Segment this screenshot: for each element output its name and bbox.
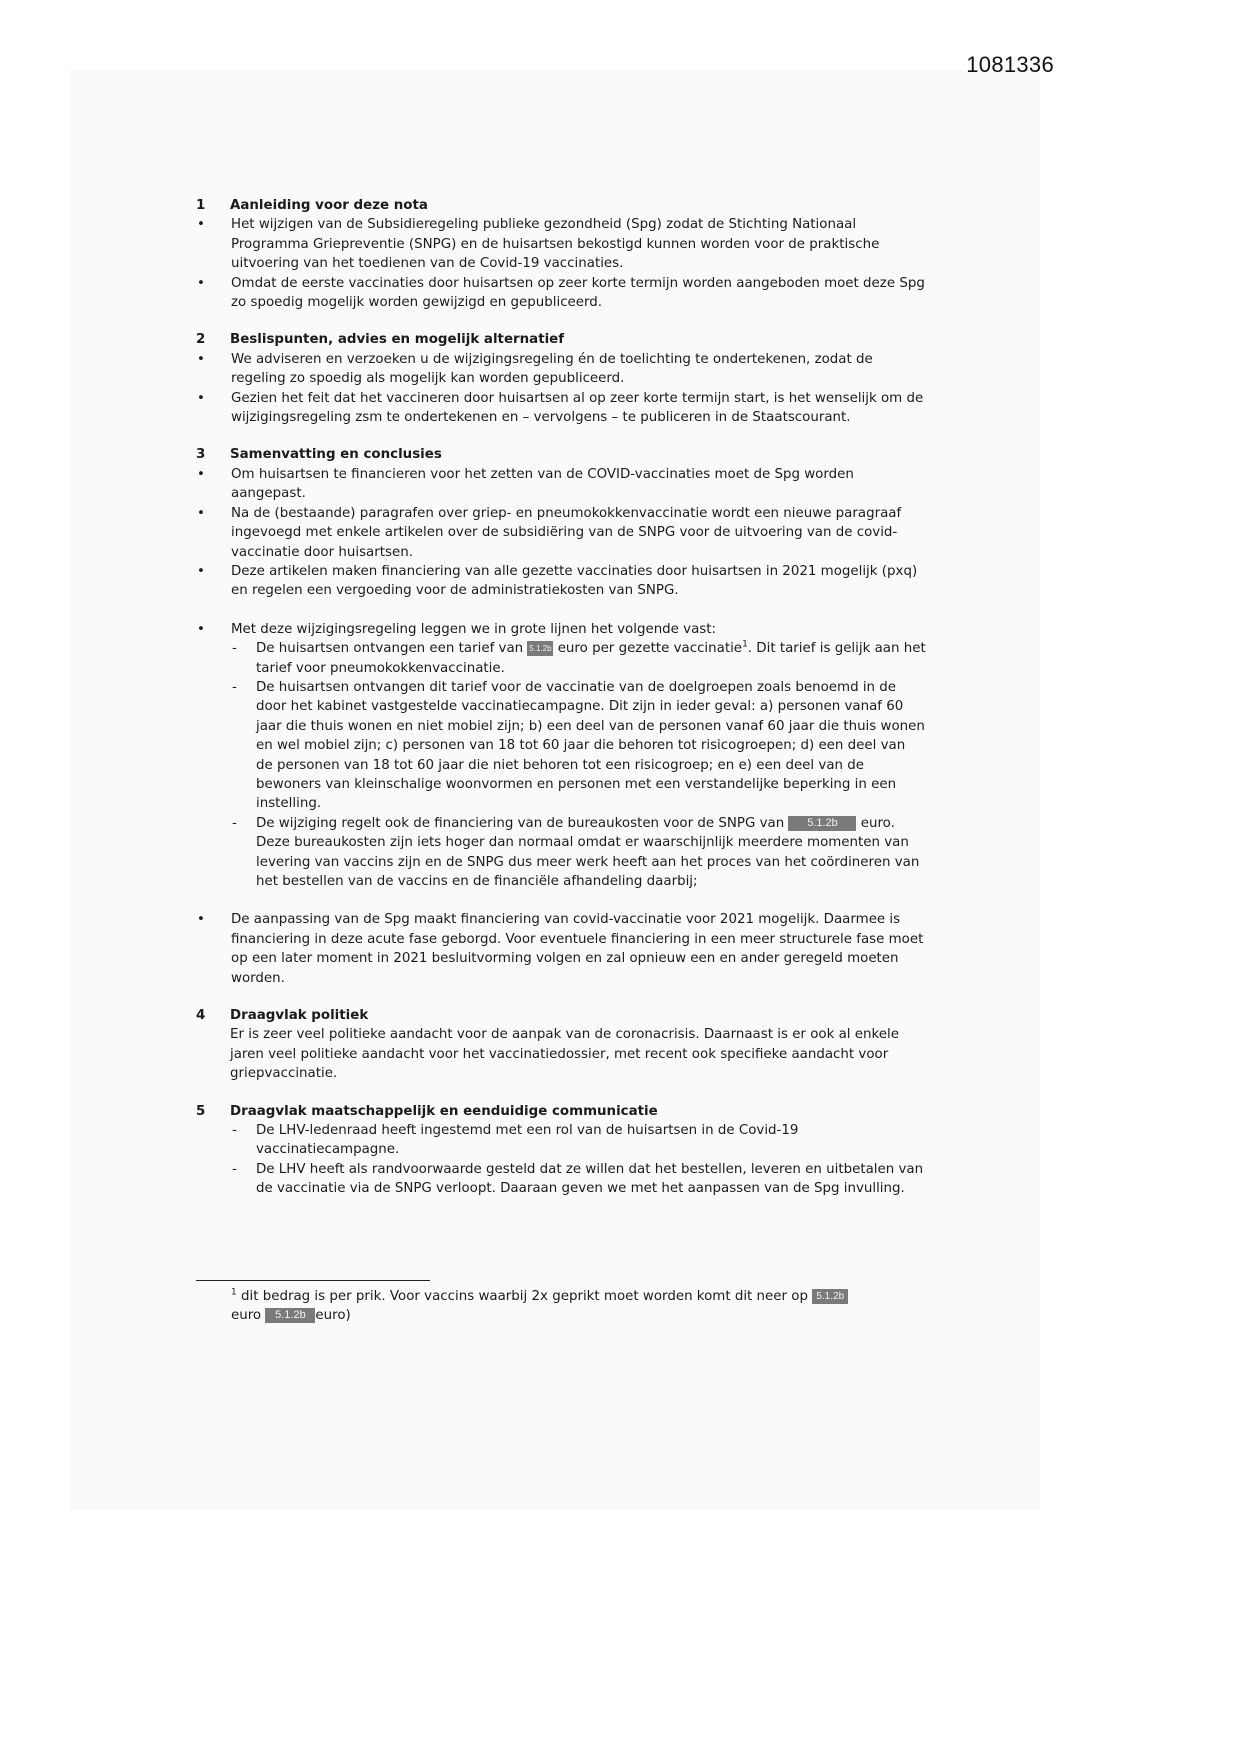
section-title: Aanleiding voor deze nota xyxy=(230,198,428,213)
bullet-item: • Omdat de eerste vaccinaties door huisartsen op zeer korte termijn worden aangeboden moet deze Spg zo spoedig mogelijk worden gewijzigd en gepubliceerd. xyxy=(196,274,926,313)
section-title: Draagvlak politiek xyxy=(230,1008,369,1024)
bullet-icon: • xyxy=(197,621,205,637)
bullet-icon: • xyxy=(197,390,205,406)
section-2 xyxy=(196,330,926,427)
sub-item: - De huisartsen ontvangen dit tarief voor de vaccinatie van de doelgroepen zoals benoemd in de door het kabinet vastgestelde vaccinatiecampagne. Dit zijn in ieder geval: a) personen vanaf 60 jaar die thuis wonen en niet mobiel zijn; b) een deel van de personen vanaf 60 jaar die thuis wonen en wel mobiel zijn; c) personen van 18 tot 60 jaar die behoren tot risicogroepen; d) een deel van de personen van 18 tot 60 jaar die niet behoren tot een risicogroep; en e) een deel van de bewoners van kleinschalige woonvormen en personen met een verstandelijke beperking in een instelling. xyxy=(230,678,926,814)
section-1 xyxy=(196,196,926,312)
bullet-item: • Na de (bestaande) paragrafen over griep- en pneumokokkenvaccinatie wordt een nieuwe paragraaf ingevoegd met enkele artikelen over de subsidiëring van de SNPG voor de uitvoering van de covid-vaccinatie door huisartsen. xyxy=(196,504,926,562)
document-id: 1081336 xyxy=(966,52,1054,77)
sub-item: - De LHV-ledenraad heeft ingestemd met een rol van de huisartsen in de Covid-19 vaccinatiecampagne. xyxy=(230,1121,926,1160)
footnote-divider xyxy=(196,1280,430,1281)
bullet-icon: • xyxy=(197,466,205,482)
bullet-item: • Met deze wijzigingsregeling leggen we in grote lijnen het volgende vast: xyxy=(196,620,926,639)
bullet-icon: • xyxy=(197,912,205,928)
footnote: $^1$ dit bedrag is per prik. Voor vaccins waarbij 2x geprikt moet worden komt dit neer op 5.1.2b euro 5.1.2b euro) xyxy=(231,1287,931,1326)
redaction-box: 5.1.2b xyxy=(812,1289,848,1304)
sub-item: - De wijziging regelt ook de financiering van de bureaukosten voor de SNPG van 5.1.2b euro. Deze bureaukosten zijn iets hoger dan normaal omdat er waarschijnlijk meerdere momenten van levering van vaccins zijn en de SNPG dus meer werk heeft aan het proces van het coördineren van het bestellen van de vaccins en de financiële afhandeling daarbij; xyxy=(230,814,926,892)
footnote-marker: 1 xyxy=(231,1287,237,1298)
bullet-item: • Het wijzigen van de Subsidieregeling publieke gezondheid (Spg) zodat de Stichting Nationaal Programma Griepreventie (SNPG) en de huisartsen bekostigd kunnen worden voor de praktische uitvoering van het toedienen van de Covid-19 vaccinaties. xyxy=(196,215,926,273)
redaction-box: 5.1.2b xyxy=(788,816,856,831)
section-4 xyxy=(196,1006,926,1084)
section-number: 3 xyxy=(196,447,206,463)
section-3 xyxy=(196,445,926,988)
section-number: 5 xyxy=(196,1103,206,1119)
dash-icon: - xyxy=(232,815,237,831)
bullet-icon: • xyxy=(197,217,205,233)
bullet-icon: • xyxy=(197,351,205,367)
sub-item: - De LHV heeft als randvoorwaarde gesteld dat ze willen dat het bestellen, leveren en uitbetalen van de vaccinatie via de SNPG verloopt. Daaraan geven we met het aanpassen van de Spg invulling. xyxy=(230,1160,926,1199)
bullet-icon: • xyxy=(197,275,205,291)
redaction-box: 5.1.2b xyxy=(265,1308,315,1323)
bullet-item: • Deze artikelen maken financiering van alle gezette vaccinaties door huisartsen in 2021 mogelijk (pxq) en regelen een vergoeding voor de administratiekosten van SNPG. xyxy=(196,562,926,601)
bullet-icon: • xyxy=(197,505,205,521)
section-title: Beslispunten, advies en mogelijk alternatief xyxy=(230,332,565,348)
bullet-icon: • xyxy=(197,563,205,579)
dash-icon: - xyxy=(232,1123,237,1139)
section-title: Samenvatting en conclusies xyxy=(230,447,442,463)
dash-icon: - xyxy=(232,679,237,695)
redaction-box: 5.1.2b xyxy=(527,641,553,656)
bullet-item: • We adviseren en verzoeken u de wijzigingsregeling én de toelichting te ondertekenen, zodat de regeling zo spoedig als mogelijk kan worden gepubliceerd. xyxy=(196,350,926,389)
bullet-item: • De aanpassing van de Spg maakt financiering van covid-vaccinatie voor 2021 mogelijk. Daarmee is financiering in deze acute fase geborgd. Voor eventuele financiering in een meer structurele fase moet op een later moment in 2021 besluitvorming volgen en zal opnieuw een en ander geregeld moeten worden. xyxy=(196,910,926,988)
section-number: 1 xyxy=(196,198,206,213)
section-5 xyxy=(196,1102,926,1199)
sub-item: - De huisartsen ontvangen een tarief van 5.1.2b euro per gezette vaccinatie$^1$. Dit tarief is gelijk aan het tarief voor pneumokokkenvaccinatie. xyxy=(230,639,926,678)
section-number: 2 xyxy=(196,332,206,348)
bullet-item: • Om huisartsen te financieren voor het zetten van de COVID-vaccinaties moet de Spg worden aangepast. xyxy=(196,465,926,504)
dash-icon: - xyxy=(232,641,237,657)
footnote-ref: 1 xyxy=(742,639,748,650)
section-number: 4 xyxy=(196,1008,206,1024)
bullet-item: • Gezien het feit dat het vaccineren door huisartsen al op zeer korte termijn start, is het wenselijk om de wijzigingsregeling zsm te ondertekenen en – vervolgens – te publiceren in de Staatscourant. xyxy=(196,389,926,428)
section-title: Draagvlak maatschappelijk en eenduidige communicatie xyxy=(230,1103,658,1119)
memo-content xyxy=(196,196,926,1217)
section-text: Er is zeer veel politieke aandacht voor de aanpak van de coronacrisis. Daarnaast is er ook al enkele jaren veel politieke aandacht voor het vaccinatiedossier, met recent ook specifieke aandacht voor griepvaccinatie. xyxy=(230,1027,899,1082)
dash-icon: - xyxy=(232,1161,237,1177)
